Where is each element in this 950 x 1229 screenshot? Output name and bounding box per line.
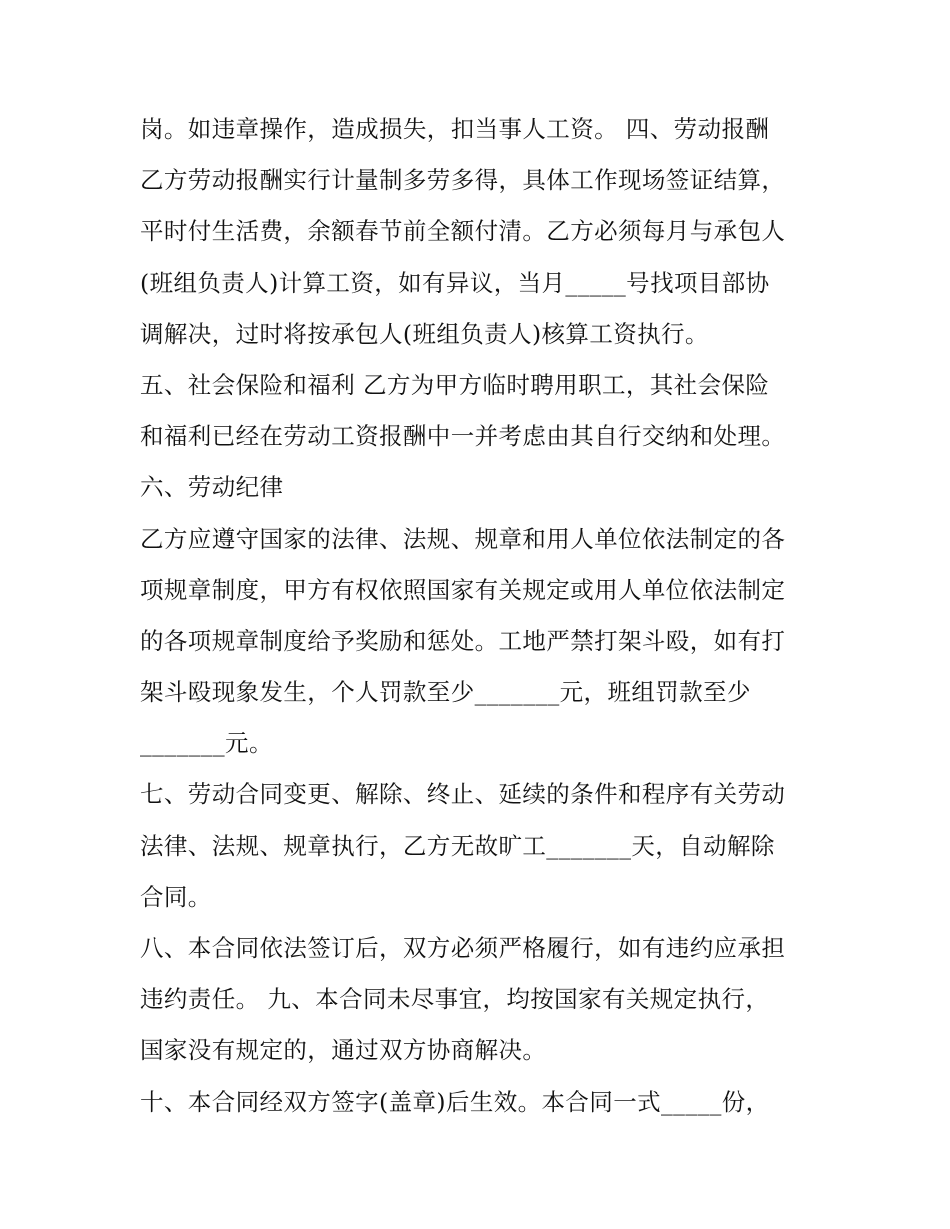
section-heading-labor-discipline: 六、劳动纪律	[140, 473, 284, 502]
text-line-18: 违约责任。 九、本合同未尽事宜，均按国家有关规定执行，	[140, 985, 770, 1014]
text-line-15: 法律、法规、规章执行，乙方无故旷工_______天，自动解除	[140, 831, 775, 860]
text-line-16: 合同。	[140, 882, 212, 911]
contract-text	[140, 104, 830, 1128]
text-line-3: 平时付生活费，余额春节前全额付清。乙方必须每月与承包人	[140, 217, 786, 246]
text-line-17: 八、本合同依法签订后，双方必须严格履行，如有违约应承担	[140, 934, 786, 962]
text-line-19: 国家没有规定的，通过双方协商解决。	[140, 1036, 547, 1065]
text-line-14: 七、劳动合同变更、解除、终止、延续的条件和程序有关劳动	[140, 780, 786, 809]
text-line-1: 岗。如违章操作，造成损失，扣当事人工资。 四、劳动报酬	[140, 115, 770, 143]
text-line-12: 架斗殴现象发生，个人罚款至少_______元，班组罚款至少	[140, 678, 751, 707]
text-line-5: 调解决，过时将按承包人(班组负责人)核算工资执行。	[140, 319, 709, 348]
text-line-20: 十、本合同经双方签字(盖章)后生效。本合同一式_____份，	[140, 1087, 770, 1116]
text-line-13: _______元。	[140, 729, 273, 758]
text-line-9: 乙方应遵守国家的法律、法规、规章和用人单位依法制定的各	[140, 524, 786, 553]
text-line-2: 乙方劳动报酬实行计量制多劳多得，具体工作现场签证结算，	[140, 166, 786, 195]
text-line-4: (班组负责人)计算工资，如有异议，当月_____号找项目部协	[140, 268, 770, 297]
text-line-11: 的各项规章制度给予奖励和惩处。工地严禁打架斗殴，如有打	[140, 626, 786, 655]
text-line-7: 和福利已经在劳动工资报酬中一并考虑由其自行交纳和处理。	[140, 422, 786, 451]
text-line-6: 五、社会保险和福利 乙方为甲方临时聘用职工，其社会保险	[140, 370, 770, 399]
text-line-10: 项规章制度，甲方有权依照国家有关规定或用人单位依法制定	[140, 575, 786, 604]
